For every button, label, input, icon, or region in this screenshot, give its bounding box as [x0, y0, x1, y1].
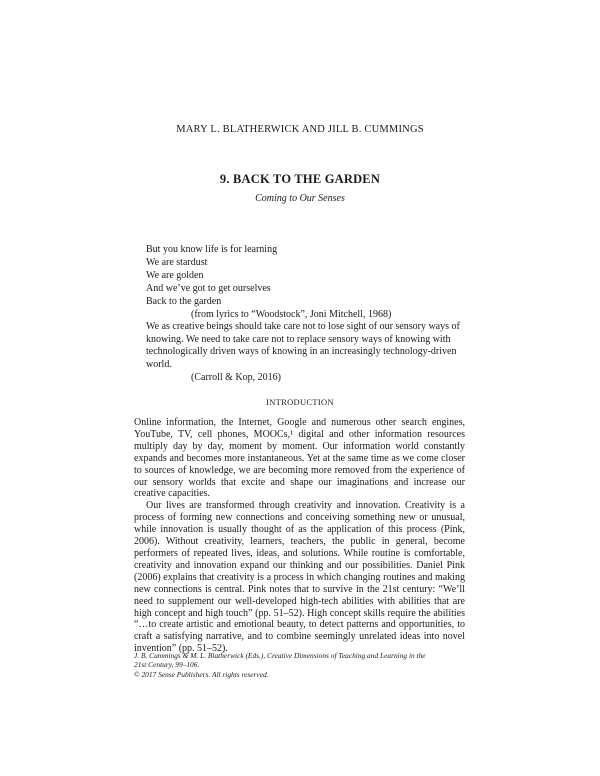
chapter-subtitle: Coming to Our Senses	[255, 193, 345, 204]
footnote-line: © 2017 Sense Publishers. All rights reserved.	[134, 669, 269, 679]
epigraph-line: We are stardust	[146, 257, 208, 268]
quote-epigraph	[146, 321, 472, 385]
body-paragraph: Our lives are transformed through creativity and innovation. Creativity is a process of forming new connections and conceiving something new or unusual, while innovation is usually thought of as the application of this process (Pink, 2006). Without creativity, learners, teachers, the public in general, become performers of repeated lives, ideas, and solutions. While routine is comfortable, creativity and innovation expand our thinking and our possibilities. Daniel Pink (2006) explains that creativity is a process in which changing routines and making new connections is central. Pink notes that to survive in the 21st century: “We’ll need to supplement our well-developed high-tech abilities with abilities that are high concept and high touch” (pp. 51–52). High concept skills require the abilities “…to create artistic and emotional beauty, to detect patterns and opportunities, to craft a satisfying narrative, and to combine seemingly unrelated ideas into novel invention” (pp. 51–52).	[134, 500, 465, 655]
epigraph-line: Back to the garden	[146, 296, 222, 307]
quote-epigraph-text: We as creative beings should take care not to lose sight of our sensory ways of knowing. We need to take care not to replace sensory ways of knowing with technologically driven ways of knowing in an increasingly technology-driven world.	[146, 321, 460, 370]
citation-footnote	[134, 651, 469, 679]
body-paragraph: Online information, the Internet, Google and numerous other search engines, YouTube, TV, cell phones, MOOCs,¹ digital and other information resources multiply day by day, moment by moment. Our information world constantly expands and becomes more instantaneous. Yet at the same time as we come closer to sources of knowledge, we are becoming more removed from the experience of our sensory worlds that excite and shape our imaginations and increase our creative capacities.	[134, 417, 465, 500]
epigraph-source: (from lyrics to “Woodstock”, Joni Mitchell, 1968)	[191, 309, 392, 320]
song-epigraph	[146, 243, 466, 321]
epigraph-line: And we’ve got to get ourselves	[146, 283, 271, 294]
epigraph-line: We are golden	[146, 270, 204, 281]
running-header-authors: MARY L. BLATHERWICK AND JILL B. CUMMINGS	[176, 124, 424, 135]
body-text	[134, 417, 465, 655]
footnote-line: J. B. Cummings & M. L. Blatherwick (Eds.), Creative Dimensions of Teaching and Learning in the	[134, 651, 426, 660]
epigraph-line: But you know life is for learning	[146, 244, 278, 255]
footnote-line: 21st Century, 99–106.	[134, 660, 200, 670]
quote-epigraph-source: (Carroll & Kop, 2016)	[191, 372, 281, 384]
section-heading: INTRODUCTION	[266, 397, 334, 407]
chapter-title: 9. BACK TO THE GARDEN	[219, 172, 381, 186]
